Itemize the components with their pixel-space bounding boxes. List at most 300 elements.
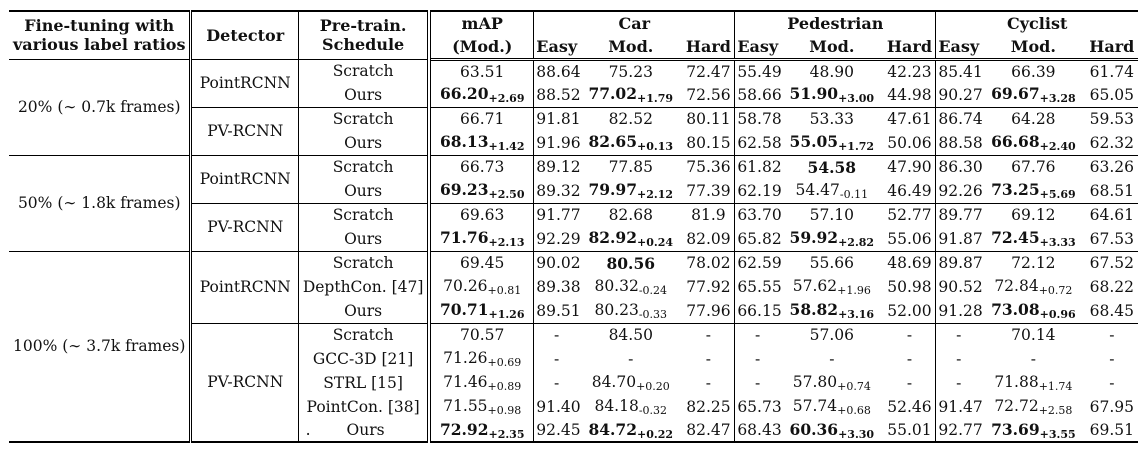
schedule-label: PointCon. [38] (306, 398, 420, 416)
cyclist-mod-cell (981, 275, 1086, 299)
cyclist-mod-cell (981, 179, 1086, 203)
car-mod-cell (579, 347, 683, 371)
car-easy-cell (534, 179, 579, 203)
header-label-ratio-line1: Fine-tuning with (24, 16, 175, 36)
car-mod-cell (579, 299, 683, 323)
cell-delta: +0.68 (837, 404, 871, 417)
cell-value: 75.36 (686, 158, 731, 177)
cell-value: 91.81 (536, 110, 581, 129)
cyclist-easy-cell (936, 323, 981, 347)
cell-value: 61.82 (737, 158, 782, 177)
cell-value: 69.23 (439, 180, 489, 200)
cyclist-hard-cell (1086, 179, 1138, 203)
cyclist-easy-cell (936, 107, 981, 131)
cell-value: 91.28 (938, 301, 983, 320)
cell-value: 80.11 (686, 110, 731, 129)
cell-value: 90.02 (536, 254, 581, 273)
pedestrian-hard-cell (884, 251, 936, 275)
cell-delta: +5.69 (1039, 188, 1076, 202)
car-easy-cell (534, 59, 579, 83)
cell-value: 60.36 (789, 419, 839, 439)
cell-value: 70.57 (460, 326, 505, 345)
pedestrian-mod-cell (780, 203, 884, 227)
pedestrian-easy-cell (735, 155, 780, 179)
schedule-cell (299, 395, 430, 419)
schedule-cell (299, 227, 430, 251)
pedestrian-hard-cell (884, 419, 936, 442)
pedestrian-hard-cell (884, 179, 936, 203)
cell-value: 80.32 (594, 277, 639, 295)
cell-value: 57.74 (792, 397, 838, 415)
pedestrian-hard-cell (884, 371, 936, 395)
cell-value: 72.12 (1011, 254, 1056, 273)
detector-mark: . (305, 421, 311, 439)
cyclist-mod-cell (981, 59, 1086, 83)
cell-value: - (553, 326, 560, 345)
map-cell (429, 227, 534, 251)
pedestrian-hard-cell (884, 299, 936, 323)
cell-value: 92.26 (938, 181, 983, 200)
car-easy-cell (534, 323, 579, 347)
cell-value: 90.27 (938, 85, 983, 104)
cell-value: 58.66 (737, 85, 782, 104)
car-hard-cell (683, 203, 735, 227)
cell-value: 55.06 (887, 229, 932, 248)
results-table (9, 10, 1138, 443)
map-cell (429, 347, 534, 371)
cell-value: - (956, 350, 962, 368)
car-hard-cell (683, 347, 735, 371)
car-mod-cell (579, 83, 683, 107)
pedestrian-easy-cell (735, 323, 780, 347)
cell-value: - (553, 350, 560, 368)
map-cell (429, 251, 534, 275)
pedestrian-easy-cell (735, 275, 780, 299)
cell-value: 54.47 (795, 180, 840, 199)
pedestrian-easy-cell (735, 107, 780, 131)
schedule-cell (299, 83, 430, 107)
pedestrian-easy-cell (735, 251, 780, 275)
cyclist-easy-cell (936, 227, 981, 251)
cell-value: 53.33 (809, 110, 854, 129)
cell-delta: +0.24 (637, 236, 674, 250)
pedestrian-hard-cell (884, 83, 936, 107)
cell-value: 89.12 (536, 158, 581, 177)
cell-value: 61.74 (1089, 62, 1134, 81)
pedestrian-mod-cell (780, 131, 884, 155)
cell-value: 72.56 (686, 85, 731, 104)
cell-value: - (553, 374, 560, 392)
cell-value: 59.92 (789, 228, 839, 248)
cell-value: 68.43 (737, 421, 782, 439)
cyclist-easy-cell (936, 155, 981, 179)
car-hard-cell (683, 155, 735, 179)
cell-value: 42.23 (887, 62, 932, 81)
schedule-cell (299, 275, 430, 299)
cell-value: 63.26 (1089, 158, 1134, 177)
cell-delta: -0.33 (638, 307, 668, 321)
car-mod-cell (579, 227, 683, 251)
schedule-cell (299, 347, 430, 371)
cell-delta: +1.72 (838, 140, 875, 154)
schedule-cell (299, 155, 430, 179)
cell-value: 71.46 (443, 373, 488, 391)
map-cell (429, 419, 534, 442)
car-hard-cell (683, 59, 735, 83)
schedule-label: Scratch (332, 62, 394, 81)
cyclist-hard-cell (1086, 227, 1138, 251)
cell-value: 92.29 (536, 229, 581, 248)
header-car-easy: Easy (534, 35, 579, 59)
cell-value: 62.32 (1089, 133, 1134, 152)
cell-value: 91.96 (536, 133, 581, 152)
cell-value: 65.73 (737, 398, 782, 416)
car-easy-cell (534, 395, 579, 419)
cell-value: 88.64 (536, 62, 581, 81)
header-map: mAP (429, 11, 534, 35)
cell-value: 68.51 (1089, 181, 1134, 200)
cell-value: 82.68 (608, 206, 653, 225)
schedule-cell (299, 203, 430, 227)
cell-delta: +3.33 (1039, 236, 1076, 250)
pedestrian-easy-cell (735, 131, 780, 155)
car-mod-cell (579, 251, 683, 275)
schedule-cell (299, 323, 430, 347)
car-hard-cell (683, 371, 735, 395)
schedule-label: DepthCon. [47] (302, 278, 424, 296)
car-mod-cell (579, 179, 683, 203)
cell-value: 58.78 (737, 110, 782, 129)
map-cell (429, 155, 534, 179)
cyclist-mod-cell (981, 203, 1086, 227)
cell-value: 80.56 (606, 253, 656, 273)
cyclist-hard-cell (1086, 323, 1138, 347)
car-mod-cell (579, 371, 683, 395)
cell-delta: +3.16 (838, 308, 875, 322)
cell-delta: +0.69 (487, 356, 522, 369)
pedestrian-easy-cell (735, 371, 780, 395)
cell-value: 77.96 (686, 301, 731, 320)
pedestrian-easy-cell (735, 59, 780, 83)
pedestrian-mod-cell (780, 323, 884, 347)
cell-delta: +0.89 (487, 380, 522, 393)
cell-value: 48.90 (809, 62, 854, 81)
cell-value: 75.23 (608, 62, 653, 81)
pedestrian-hard-cell (884, 323, 936, 347)
cell-value: 63.70 (737, 206, 782, 225)
cell-value: - (755, 326, 761, 345)
pedestrian-mod-cell (780, 275, 884, 299)
cell-delta: +2.35 (488, 427, 525, 441)
car-easy-cell (534, 83, 579, 107)
map-cell (429, 275, 534, 299)
cell-value: 55.01 (887, 421, 932, 439)
car-hard-cell (683, 395, 735, 419)
cell-delta: +3.00 (838, 92, 875, 106)
cell-value: 77.02 (588, 84, 638, 104)
table-row (9, 251, 1138, 275)
cyclist-mod-cell (981, 395, 1086, 419)
cell-delta: +2.40 (1039, 140, 1076, 154)
cell-value: 89.38 (536, 278, 581, 296)
cell-delta: -0.11 (839, 187, 869, 201)
cell-delta: +0.72 (1038, 284, 1073, 297)
cell-value: 84.18 (594, 397, 639, 415)
header-label-ratio-line2: various label ratios (12, 35, 186, 55)
detector-cell: PointRCNN (191, 251, 299, 323)
cell-value: 52.46 (887, 398, 932, 416)
cell-value: 51.90 (789, 84, 839, 104)
cell-value: 77.85 (608, 158, 653, 177)
cell-value: 72.84 (994, 277, 1039, 295)
cell-value: - (1109, 326, 1115, 345)
cell-value: 66.73 (460, 158, 505, 177)
cell-value: 52.00 (887, 301, 932, 320)
cell-value: - (906, 374, 913, 392)
map-cell (429, 131, 534, 155)
header-pedestrian: Pedestrian (735, 11, 936, 35)
cell-value: 54.58 (807, 157, 857, 177)
cyclist-hard-cell (1086, 203, 1138, 227)
car-easy-cell (534, 251, 579, 275)
pedestrian-mod-cell (780, 179, 884, 203)
car-hard-cell (683, 227, 735, 251)
cell-value: 73.25 (991, 180, 1040, 200)
cell-value: 57.62 (792, 277, 838, 295)
table-body (9, 59, 1138, 442)
car-easy-cell (534, 227, 579, 251)
schedule-label: Ours (344, 229, 383, 248)
car-easy-cell (534, 371, 579, 395)
cell-value: - (755, 374, 761, 392)
cell-value: 52.77 (887, 206, 932, 225)
cell-value: 66.68 (991, 132, 1040, 152)
map-cell (429, 371, 534, 395)
cell-value: 55.66 (809, 254, 854, 273)
cell-value: 89.77 (938, 206, 983, 225)
pedestrian-easy-cell (735, 299, 780, 323)
table-row (9, 155, 1138, 179)
car-easy-cell (534, 131, 579, 155)
cell-delta: +2.50 (488, 188, 525, 202)
pedestrian-mod-cell (780, 83, 884, 107)
detector-cell: PV-RCNN (191, 107, 299, 155)
cell-delta: +2.12 (637, 188, 674, 202)
cell-value: 69.12 (1011, 206, 1056, 225)
car-hard-cell (683, 179, 735, 203)
cell-value: 57.80 (792, 373, 838, 391)
cell-delta: +2.58 (1038, 404, 1073, 417)
car-easy-cell (534, 347, 579, 371)
cell-value: 70.14 (1011, 326, 1056, 345)
header-cyc-hard: Hard (1086, 35, 1138, 59)
schedule-cell (299, 107, 430, 131)
schedule-cell (299, 371, 430, 395)
cell-delta: +2.13 (488, 236, 525, 250)
cell-value: 86.30 (938, 158, 983, 177)
cell-value: - (1109, 374, 1115, 392)
cell-value: 57.06 (809, 326, 854, 345)
cell-value: - (829, 350, 835, 368)
cell-value: 69.63 (460, 206, 505, 225)
cell-delta: +0.96 (1039, 308, 1076, 322)
cell-value: 77.92 (686, 278, 731, 296)
header-ped-mod: Mod. (780, 35, 884, 59)
cyclist-easy-cell (936, 59, 981, 83)
cell-value: 81.9 (691, 206, 726, 225)
cell-value: 62.59 (737, 254, 782, 273)
car-hard-cell (683, 251, 735, 275)
header-cyc-easy: Easy (936, 35, 981, 59)
schedule-label: Scratch (332, 110, 394, 129)
label-ratio-cell: 20% (∼ 0.7k frames) (9, 59, 191, 155)
cell-delta: +0.20 (636, 380, 670, 393)
car-mod-cell (579, 155, 683, 179)
pedestrian-mod-cell (780, 227, 884, 251)
schedule-cell (299, 179, 430, 203)
car-easy-cell (534, 275, 579, 299)
cyclist-mod-cell (981, 323, 1086, 347)
cyclist-mod-cell (981, 227, 1086, 251)
cyclist-hard-cell (1086, 299, 1138, 323)
schedule-label: Scratch (332, 206, 394, 225)
cyclist-mod-cell (981, 155, 1086, 179)
cyclist-easy-cell (936, 395, 981, 419)
cyclist-mod-cell (981, 299, 1086, 323)
cell-delta: +1.74 (1038, 380, 1073, 393)
cyclist-easy-cell (936, 179, 981, 203)
pedestrian-hard-cell (884, 275, 936, 299)
cell-value: 90.52 (938, 278, 983, 296)
cell-value: 47.61 (887, 110, 932, 129)
label-ratio-cell: 50% (∼ 1.8k frames) (9, 155, 191, 251)
cell-value: 72.72 (994, 397, 1039, 415)
cyclist-hard-cell (1086, 371, 1138, 395)
cell-value: 88.58 (938, 133, 983, 152)
cell-value: 70.71 (439, 300, 489, 320)
pedestrian-hard-cell (884, 227, 936, 251)
cell-value: 71.88 (994, 373, 1039, 391)
cell-value: 82.52 (608, 110, 653, 129)
pedestrian-easy-cell (735, 179, 780, 203)
schedule-label: GCC-3D [21] (312, 350, 414, 368)
cell-value: - (705, 326, 712, 345)
cyclist-hard-cell (1086, 419, 1138, 442)
map-cell (429, 59, 534, 83)
cell-delta: +2.69 (488, 92, 525, 106)
cyclist-hard-cell (1086, 59, 1138, 83)
cell-value: - (705, 374, 712, 392)
cyclist-mod-cell (981, 107, 1086, 131)
cell-delta: +3.55 (1039, 427, 1076, 441)
car-hard-cell (683, 83, 735, 107)
schedule-label: Ours (346, 421, 385, 439)
header-car-hard: Hard (683, 35, 735, 59)
schedule-label: Scratch (332, 158, 394, 177)
cell-value: - (755, 350, 761, 368)
schedule-cell (299, 59, 430, 83)
cyclist-easy-cell (936, 299, 981, 323)
cell-value: 67.76 (1011, 158, 1056, 177)
cell-value: 57.10 (809, 206, 854, 225)
schedule-label: Ours (344, 85, 383, 104)
cell-value: 55.05 (789, 132, 839, 152)
header-schedule-line1: Pre-train. (319, 16, 407, 36)
cell-value: 71.26 (443, 349, 488, 367)
cyclist-hard-cell (1086, 347, 1138, 371)
schedule-label: Scratch (332, 254, 394, 273)
map-cell (429, 203, 534, 227)
pedestrian-hard-cell (884, 347, 936, 371)
cyclist-easy-cell (936, 251, 981, 275)
cyclist-easy-cell (936, 419, 981, 442)
header-cyclist: Cyclist (936, 11, 1138, 35)
cell-value: 73.08 (991, 300, 1040, 320)
schedule-label: Ours (344, 301, 383, 320)
pedestrian-easy-cell (735, 203, 780, 227)
cell-delta: +3.28 (1039, 92, 1076, 106)
cell-value: 68.13 (439, 132, 489, 152)
cyclist-hard-cell (1086, 251, 1138, 275)
cell-value: 66.20 (439, 84, 489, 104)
cell-value: 80.23 (594, 300, 639, 319)
pedestrian-mod-cell (780, 395, 884, 419)
car-mod-cell (579, 131, 683, 155)
cell-value: 91.47 (938, 398, 983, 416)
pedestrian-easy-cell (735, 347, 780, 371)
car-easy-cell (534, 155, 579, 179)
cell-value: 72.47 (686, 62, 731, 81)
cell-value: 88.52 (536, 85, 581, 104)
cyclist-mod-cell (981, 131, 1086, 155)
car-mod-cell (579, 203, 683, 227)
schedule-cell (299, 251, 430, 275)
car-mod-cell (579, 59, 683, 83)
cell-value: 47.90 (887, 158, 932, 177)
cell-value: 68.45 (1089, 301, 1134, 320)
pedestrian-hard-cell (884, 155, 936, 179)
schedule-cell (299, 419, 430, 442)
car-easy-cell (534, 203, 579, 227)
cell-value: 48.69 (887, 254, 932, 273)
car-mod-cell (579, 275, 683, 299)
pedestrian-mod-cell (780, 155, 884, 179)
cell-value: 58.82 (789, 300, 839, 320)
cell-delta: +2.82 (838, 236, 875, 250)
cell-value: 85.41 (938, 62, 983, 81)
header-ped-easy: Easy (735, 35, 780, 59)
schedule-label: Ours (344, 133, 383, 152)
cell-value: 91.40 (536, 398, 581, 416)
pedestrian-hard-cell (884, 131, 936, 155)
cell-delta: -0.32 (638, 404, 668, 417)
header-cyc-mod: Mod. (981, 35, 1086, 59)
cell-value: 78.02 (686, 254, 731, 273)
car-hard-cell (683, 107, 735, 131)
pedestrian-mod-cell (780, 299, 884, 323)
map-cell (429, 299, 534, 323)
car-easy-cell (534, 299, 579, 323)
detector-cell: PV-RCNN (191, 323, 299, 442)
cell-value: 71.55 (443, 397, 488, 415)
pedestrian-hard-cell (884, 107, 936, 131)
car-hard-cell (683, 275, 735, 299)
car-hard-cell (683, 419, 735, 442)
cyclist-hard-cell (1086, 275, 1138, 299)
cell-value: 91.77 (536, 206, 581, 225)
detector-cell: PointRCNN (191, 59, 299, 107)
cell-value: 69.51 (1089, 421, 1134, 439)
